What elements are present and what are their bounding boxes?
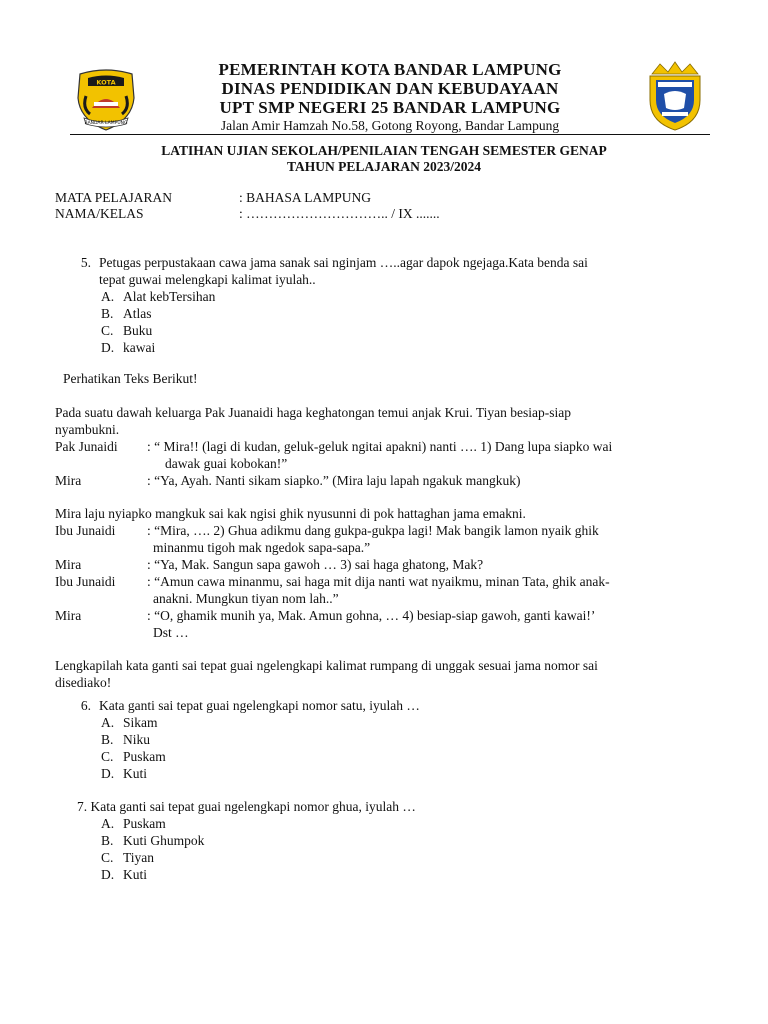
speaker: Mira bbox=[55, 608, 82, 623]
speaker: Mira bbox=[55, 557, 82, 572]
option[interactable]: A. Puskam bbox=[101, 816, 166, 831]
letterhead-text bbox=[150, 60, 630, 134]
option[interactable]: D. kawai bbox=[101, 340, 156, 355]
answer-options bbox=[55, 714, 720, 782]
option[interactable]: B. Kuti Ghumpok bbox=[101, 833, 205, 848]
question-6 bbox=[55, 697, 720, 782]
option[interactable]: A. Sikam bbox=[101, 715, 158, 730]
school-address: Jalan Amir Hamzah No.58, Gotong Royong, Bandar Lampung bbox=[220, 118, 560, 133]
logo-left-bottom-text: BANDAR LAMPUNG bbox=[84, 121, 128, 126]
passage bbox=[55, 404, 720, 691]
question-text: 7. Kata ganti sai tepat guai ngelengkapi nomor ghua, iyulah … bbox=[77, 799, 416, 814]
dialogue-line: Mira : “O, ghamik munih ya, Mak. Amun gohna, … 4) besiap-siap gawoh, ganti kawai!’ Dst … bbox=[55, 608, 596, 640]
school-name: UPT SMP NEGERI 25 BANDAR LAMPUNG bbox=[219, 98, 561, 117]
city-crest-logo bbox=[70, 64, 142, 132]
instruction: Lengkapilah kata ganti sai tepat guai ngelengkapi kalimat rumpang di unggak sesuai jama nomor sai bbox=[55, 658, 598, 673]
option[interactable]: B. Niku bbox=[101, 732, 150, 747]
question-7 bbox=[55, 798, 720, 883]
exam-title: LATIHAN UJIAN SEKOLAH/PENILAIAN TENGAH SEMESTER GENAP bbox=[161, 143, 607, 158]
passage-paragraph-2: Mira laju nyiapko mangkuk sai kak ngisi ghik nyusunni di pok hattaghan jama emakni. bbox=[55, 506, 526, 521]
speaker: Mira bbox=[55, 473, 82, 488]
question-text: Kata ganti sai tepat guai ngelengkapi nomor satu, iyulah … bbox=[99, 698, 420, 713]
subject-label: MATA PELAJARAN bbox=[55, 190, 173, 205]
name-class-row bbox=[55, 206, 715, 222]
question-text: Petugas perpustakaan cawa jama sanak sai nginjam …..agar dapok ngejaga.Kata benda sai bbox=[99, 255, 588, 270]
answer-options bbox=[55, 288, 720, 356]
question-number: 5. bbox=[80, 255, 91, 270]
speaker: Pak Junaidi bbox=[55, 439, 118, 454]
dialogue-line: Pak Junaidi : “ Mira!! (lagi di kudan, geluk-geluk ngitai apakni) nanti …. 1) Dang lupa siapko wai dawak guai kobokan!” bbox=[55, 439, 613, 471]
passage-paragraph-1-cont: nyambukni. bbox=[55, 422, 120, 437]
option[interactable]: C. Buku bbox=[101, 323, 153, 338]
student-info bbox=[55, 190, 715, 222]
subject-row bbox=[55, 190, 715, 206]
dialogue-line: Ibu Junaidi : “Amun cawa minanmu, sai haga mit dija nanti wat nyaikmu, minan Tata, ghik anak- anakni. Mungkun tiyan nom lah..” bbox=[55, 574, 610, 606]
name-class-label: NAMA/KELAS bbox=[55, 206, 144, 221]
letterhead-divider bbox=[70, 134, 710, 135]
option[interactable]: B. Atlas bbox=[101, 306, 152, 321]
option[interactable]: C. Puskam bbox=[101, 749, 166, 764]
subject-value: : BAHASA LAMPUNG bbox=[239, 190, 372, 205]
name-class-value: : ………………………….. / IX ....... bbox=[239, 206, 440, 221]
government-name: PEMERINTAH KOTA BANDAR LAMPUNG bbox=[218, 60, 562, 79]
question-text-cont: tepat guwai melengkapi kalimat iyulah.. bbox=[99, 272, 316, 287]
passage-intro: Perhatikan Teks Berikut! bbox=[63, 371, 198, 386]
instruction-cont: disediako! bbox=[55, 675, 112, 690]
logo-left-top-text: KOTA bbox=[96, 78, 116, 87]
option[interactable]: C. Tiyan bbox=[101, 850, 155, 865]
dialogue-line: Ibu Junaidi : “Mira, …. 2) Ghua adikmu dang gukpa-gukpa lagi! Mak bangik lamon nyaik ghik minanmu tigoh mak ngedok sapa-sapa.” bbox=[55, 523, 599, 555]
department-name: DINAS PENDIDIKAN DAN KEBUDAYAAN bbox=[221, 79, 559, 98]
answer-options bbox=[55, 815, 720, 883]
dialogue-line: Mira : “Ya, Mak. Sangun sapa gawoh … 3) sai haga ghatong, Mak? bbox=[55, 557, 484, 572]
dialogue-line: Mira : “Ya, Ayah. Nanti sikam siapko.” (Mira laju lapah ngakuk mangkuk) bbox=[55, 473, 521, 488]
option[interactable]: D. Kuti bbox=[101, 766, 148, 781]
question-number: 6. bbox=[80, 698, 91, 713]
academic-year: TAHUN PELAJARAN 2023/2024 bbox=[286, 159, 481, 174]
speaker: Ibu Junaidi bbox=[55, 523, 116, 538]
question-5 bbox=[55, 254, 720, 356]
passage-paragraph-1: Pada suatu dawah keluarga Pak Juanaidi haga keghatongan temui anjak Krui. Tiyan besiap-siap bbox=[55, 405, 571, 420]
speaker: Ibu Junaidi bbox=[55, 574, 116, 589]
option[interactable]: D. Kuti bbox=[101, 867, 148, 882]
school-crest-logo bbox=[640, 60, 710, 132]
option[interactable]: A. Alat kebTersihan bbox=[101, 289, 216, 304]
letterhead bbox=[70, 60, 710, 138]
